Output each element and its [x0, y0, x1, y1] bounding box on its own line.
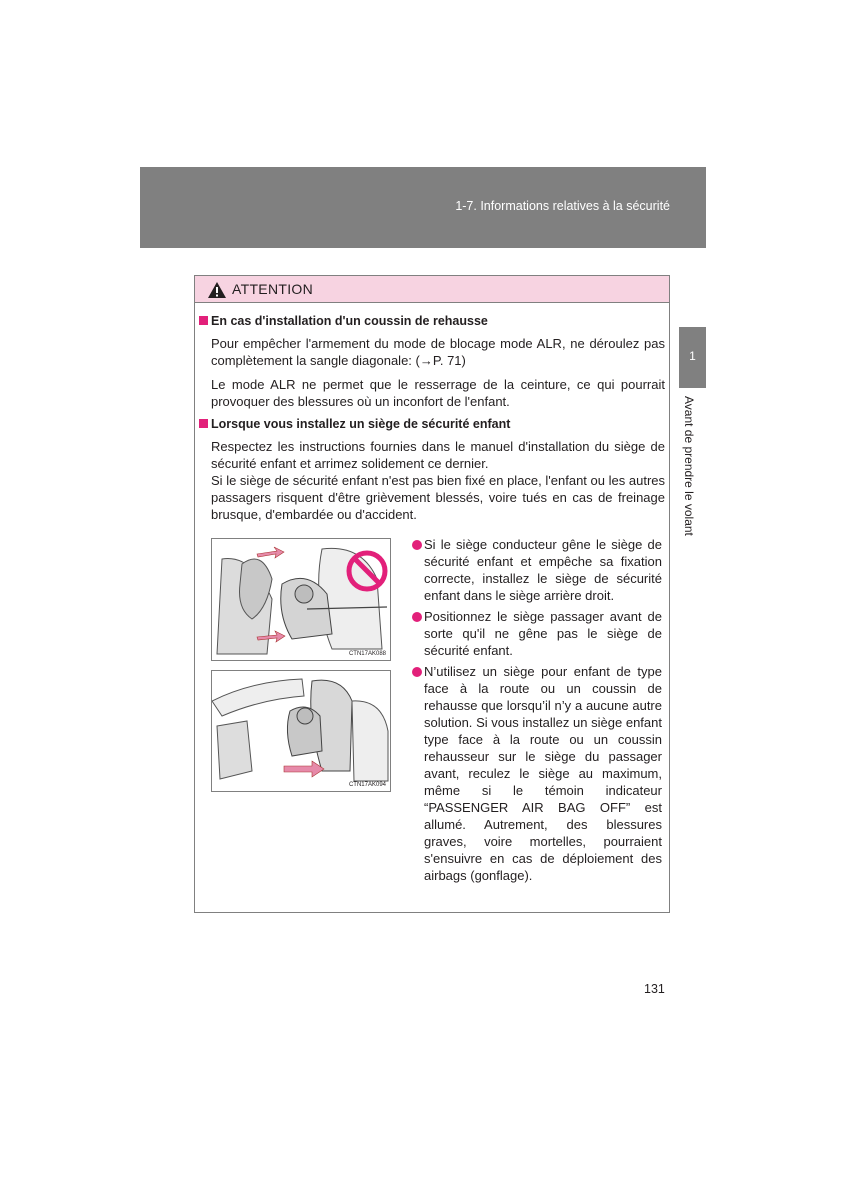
section-title-child-seat	[199, 417, 510, 431]
figure-code: CTN17AK088	[348, 651, 386, 657]
section-title-text: En cas d'installation d'un coussin de rehausse	[211, 314, 488, 328]
list-item-text: Si le siège conducteur gêne le siège de sécurité enfant et empêche sa fixation correcte, installez le siège de sécurité enfant dans le siège arrière droit.	[424, 537, 662, 603]
section-title-booster	[199, 314, 488, 328]
chapter-number: 1	[689, 349, 696, 363]
figure-code: CTN17AK094	[348, 782, 386, 788]
square-bullet-icon	[199, 316, 208, 325]
header-bar	[140, 167, 706, 248]
pink-bullet-icon	[412, 667, 422, 677]
list-item	[410, 608, 662, 659]
paragraph: Si le siège de sécurité enfant n'est pas bien fixé en place, l'enfant ou les autres passagers risquent d'être grièvement blessés, voire tués en cas de freinage brusque, d'embardée ou d'accident.	[211, 473, 665, 522]
bullet-list	[410, 536, 662, 884]
front-seat-illustration	[212, 671, 390, 791]
list-item	[410, 663, 662, 884]
list-item-text: Positionnez le siège passager avant de sorte qu'il ne gêne pas le siège de sécurité enfant.	[424, 609, 662, 658]
child-seat-rear-illustration	[212, 539, 390, 660]
paragraph: Respectez les instructions fournies dans le manuel d'installation du siège de sécurité enfant et arrimez solidement ce dernier.	[211, 439, 665, 471]
caution-box	[194, 275, 670, 913]
section-title-text: Lorsque vous installez un siège de sécurité enfant	[211, 417, 511, 431]
illustration-child-seat-rear	[211, 538, 391, 661]
chapter-tab[interactable]	[679, 327, 706, 388]
illustration-front-passenger-seat	[211, 670, 391, 792]
caution-title: ATTENTION	[232, 281, 313, 297]
pink-bullet-icon	[412, 540, 422, 550]
caution-header	[195, 276, 669, 303]
list-item	[410, 536, 662, 604]
paragraph: Le mode ALR ne permet que le resserrage de la ceinture, ce qui pourrait provoquer des blessures où un inconfort de l'enfant.	[211, 377, 665, 409]
section-header-title: 1-7. Informations relatives à la sécurité	[455, 199, 670, 213]
warning-triangle-icon	[207, 281, 227, 299]
pink-bullet-icon	[412, 612, 422, 622]
chapter-label: Avant de prendre le volant	[682, 396, 696, 536]
square-bullet-icon	[199, 419, 208, 428]
paragraph: Pour empêcher l'armement du mode de blocage mode ALR, ne déroulez pas complètement la sangle diagonale: (→P. 71)	[211, 336, 665, 368]
page-number: 131	[644, 982, 665, 996]
list-item-text: N’utilisez un siège pour enfant de type face à la route ou un coussin de rehausse que lorsqu’il n’y a aucune autre solution. Si vous installez un siège enfant type face à la route ou un coussin rehausseur sur le siège du passager avant, reculez le siège au maximum, même si le témoin indicateur “PASSENGER AIR BAG OFF” est allumé. Autrement, des blessures graves, voire mortelles, pourraient s'ensuivre en cas de déploiement des airbags (gonflage).	[424, 664, 662, 883]
